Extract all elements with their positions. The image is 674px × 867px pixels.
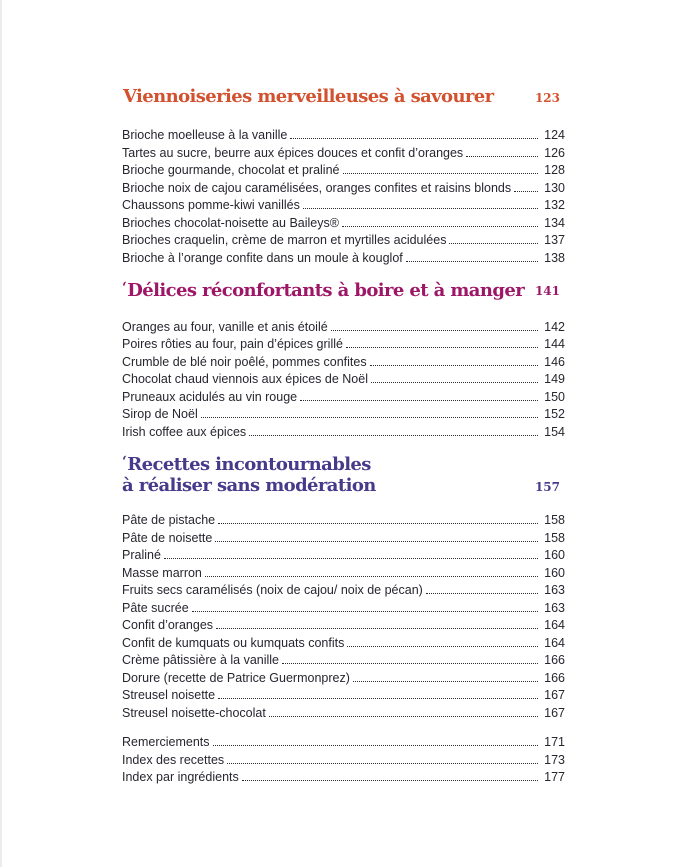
entry-label: Brioche gourmande, chocolat et praliné bbox=[122, 163, 340, 178]
section-entries bbox=[122, 317, 565, 440]
toc-content bbox=[122, 84, 565, 785]
toc-entry-row bbox=[122, 126, 565, 144]
entry-page-number: 166 bbox=[544, 670, 565, 685]
entry-page-number: 171 bbox=[544, 735, 565, 750]
toc-entry-row bbox=[122, 651, 565, 669]
section-title-text bbox=[127, 280, 524, 301]
entry-label: Irish coffee aux épices bbox=[122, 424, 247, 439]
entry-page-number: 158 bbox=[544, 513, 565, 528]
entry-page-number: 150 bbox=[544, 389, 565, 404]
toc-entry-row bbox=[122, 703, 565, 721]
toc-entry-row bbox=[122, 616, 565, 634]
section-heading bbox=[122, 278, 565, 302]
toc-entry-row bbox=[122, 317, 565, 335]
entry-page-number: 149 bbox=[544, 372, 565, 387]
dotted-leader bbox=[249, 435, 538, 436]
section-heading bbox=[122, 452, 565, 497]
toc-entry-row bbox=[122, 231, 565, 249]
toc-entry-row bbox=[122, 248, 565, 266]
section-title-line: Viennoiseries merveilleuses à savourer bbox=[123, 86, 494, 107]
dotted-leader bbox=[303, 208, 538, 209]
entry-label: Index par ingrédients bbox=[122, 770, 239, 785]
entry-page-number: 160 bbox=[544, 548, 565, 563]
entry-page-number: 163 bbox=[544, 583, 565, 598]
entry-label: Streusel noisette-chocolat bbox=[122, 705, 266, 720]
dotted-leader bbox=[215, 541, 538, 542]
section-page-number: 157 bbox=[534, 479, 560, 494]
entry-label: Pâte sucrée bbox=[122, 600, 189, 615]
section-title bbox=[122, 84, 494, 108]
entry-page-number: 130 bbox=[544, 180, 565, 195]
entry-label: Brioche à l’orange confite dans un moule à kouglof bbox=[122, 250, 403, 265]
entry-label: Dorure (recette de Patrice Guermonprez) bbox=[122, 670, 350, 685]
entry-label: Brioches chocolat-noisette au Baileys® bbox=[122, 215, 339, 230]
dotted-leader bbox=[370, 365, 538, 366]
dotted-leader bbox=[406, 261, 538, 262]
dotted-leader bbox=[353, 681, 538, 682]
entry-page-number: 128 bbox=[544, 163, 565, 178]
entry-label: Chaussons pomme-kiwi vanillés bbox=[122, 198, 300, 213]
dotted-leader bbox=[426, 593, 538, 594]
entry-page-number: 142 bbox=[544, 319, 565, 334]
toc-entry-row bbox=[122, 335, 565, 353]
entry-label: Pâte de pistache bbox=[122, 513, 216, 528]
toc-entry-row bbox=[122, 581, 565, 599]
toc-entry-row bbox=[122, 196, 565, 214]
section-heading bbox=[122, 84, 565, 108]
entry-label: Fruits secs caramélisés (noix de cajou/ noix de pécan) bbox=[122, 583, 423, 598]
dotted-leader bbox=[343, 173, 539, 174]
toc-entry-row bbox=[122, 511, 565, 529]
dotted-leader bbox=[201, 417, 538, 418]
entry-label: Tartes au sucre, beurre aux épices douces et confit d’oranges bbox=[122, 145, 464, 160]
dotted-leader bbox=[218, 523, 538, 524]
entry-label: Brioches craquelin, crème de marron et myrtilles acidulées bbox=[122, 233, 447, 248]
entry-label: Pruneaux acidulés au vin rouge bbox=[122, 389, 298, 404]
toc-section bbox=[122, 84, 565, 266]
dotted-leader bbox=[300, 400, 538, 401]
entry-page-number: 164 bbox=[544, 618, 565, 633]
dotted-leader bbox=[466, 156, 538, 157]
toc-section bbox=[122, 452, 565, 721]
entry-label: Streusel noisette bbox=[122, 688, 216, 703]
toc-entry-row bbox=[122, 405, 565, 423]
entry-label: Remerciements bbox=[122, 735, 210, 750]
section-title-flourish: ‘ bbox=[122, 279, 127, 296]
dotted-leader bbox=[213, 745, 538, 746]
dotted-leader bbox=[346, 347, 538, 348]
section-title bbox=[122, 278, 524, 302]
toc-entry-row bbox=[122, 422, 565, 440]
dotted-leader bbox=[205, 576, 538, 577]
dotted-leader bbox=[269, 716, 538, 717]
toc-entry-row bbox=[122, 733, 565, 751]
dotted-leader bbox=[192, 611, 538, 612]
dotted-leader bbox=[514, 191, 538, 192]
dotted-leader bbox=[216, 628, 538, 629]
section-title bbox=[122, 452, 376, 497]
entry-page-number: 138 bbox=[544, 250, 565, 265]
entry-page-number: 126 bbox=[544, 145, 565, 160]
toc-entry-row bbox=[122, 768, 565, 786]
entry-label: Crème pâtissière à la vanille bbox=[122, 653, 280, 668]
dotted-leader bbox=[331, 330, 538, 331]
section-title-line: à réaliser sans modération bbox=[122, 475, 376, 497]
entry-page-number: 173 bbox=[544, 752, 565, 767]
entry-page-number: 167 bbox=[544, 705, 565, 720]
dotted-leader bbox=[242, 780, 538, 781]
entry-page-number: 134 bbox=[544, 215, 565, 230]
dotted-leader bbox=[371, 382, 538, 383]
entry-page-number: 154 bbox=[544, 424, 565, 439]
entry-page-number: 158 bbox=[544, 530, 565, 545]
toc-entry-row bbox=[122, 563, 565, 581]
dotted-leader bbox=[227, 763, 538, 764]
dotted-leader bbox=[347, 646, 538, 647]
entry-page-number: 146 bbox=[544, 354, 565, 369]
entry-label: Chocolat chaud viennois aux épices de Noël bbox=[122, 372, 368, 387]
toc-entry-row bbox=[122, 161, 565, 179]
entry-page-number: 166 bbox=[544, 653, 565, 668]
entry-label: Praliné bbox=[122, 548, 161, 563]
entry-page-number: 163 bbox=[544, 600, 565, 615]
toc-entry-row bbox=[122, 352, 565, 370]
dotted-leader bbox=[282, 663, 538, 664]
dotted-leader bbox=[164, 558, 538, 559]
section-title-text bbox=[123, 86, 494, 107]
entry-page-number: 167 bbox=[544, 688, 565, 703]
toc-entry-row bbox=[122, 668, 565, 686]
section-title-line: Délices réconfortants à boire et à manger bbox=[127, 279, 525, 301]
entry-label: Poires rôties au four, pain d’épices grillé bbox=[122, 337, 343, 352]
toc-entry-row bbox=[122, 370, 565, 388]
entry-page-number: 144 bbox=[544, 337, 565, 352]
entry-label: Crumble de blé noir poêlé, pommes confites bbox=[122, 354, 367, 369]
entry-page-number: 137 bbox=[544, 233, 565, 248]
section-title-line: Recettes incontournables bbox=[127, 453, 371, 475]
dotted-leader bbox=[218, 698, 538, 699]
toc-entry-row bbox=[122, 178, 565, 196]
entry-label: Sirop de Noël bbox=[122, 407, 198, 422]
section-entries bbox=[122, 511, 565, 721]
entry-label: Masse marron bbox=[122, 565, 202, 580]
toc-entry-row bbox=[122, 750, 565, 768]
entry-page-number: 164 bbox=[544, 635, 565, 650]
toc-entry-row bbox=[122, 546, 565, 564]
section-entries bbox=[122, 126, 565, 266]
section-page-number: 123 bbox=[534, 90, 560, 105]
section-title-text bbox=[122, 454, 376, 497]
section-page-number: 141 bbox=[534, 284, 560, 299]
toc-section bbox=[122, 278, 565, 440]
entry-label: Confit de kumquats ou kumquats confits bbox=[122, 635, 345, 650]
dotted-leader bbox=[342, 226, 538, 227]
entry-label: Brioche noix de cajou caramélisées, oranges confites et raisins blonds bbox=[122, 180, 512, 195]
toc-entry-row bbox=[122, 213, 565, 231]
toc-entry-row bbox=[122, 143, 565, 161]
entry-label: Pâte de noisette bbox=[122, 530, 213, 545]
entry-label: Index des recettes bbox=[122, 752, 225, 767]
dotted-leader bbox=[290, 138, 538, 139]
toc-entry-row bbox=[122, 387, 565, 405]
entry-page-number: 177 bbox=[544, 770, 565, 785]
section-title-flourish: ‘ bbox=[122, 453, 127, 470]
entry-page-number: 152 bbox=[544, 407, 565, 422]
entry-label: Brioche moelleuse à la vanille bbox=[122, 128, 288, 143]
toc-entry-row bbox=[122, 528, 565, 546]
toc-entry-row bbox=[122, 686, 565, 704]
footer-entries bbox=[122, 733, 565, 786]
entry-page-number: 160 bbox=[544, 565, 565, 580]
entry-label: Oranges au four, vanille et anis étoilé bbox=[122, 319, 328, 334]
entry-page-number: 132 bbox=[544, 198, 565, 213]
entry-page-number: 124 bbox=[544, 128, 565, 143]
dotted-leader bbox=[449, 243, 538, 244]
toc-entry-row bbox=[122, 598, 565, 616]
toc-entry-row bbox=[122, 633, 565, 651]
entry-label: Confit d’oranges bbox=[122, 618, 214, 633]
